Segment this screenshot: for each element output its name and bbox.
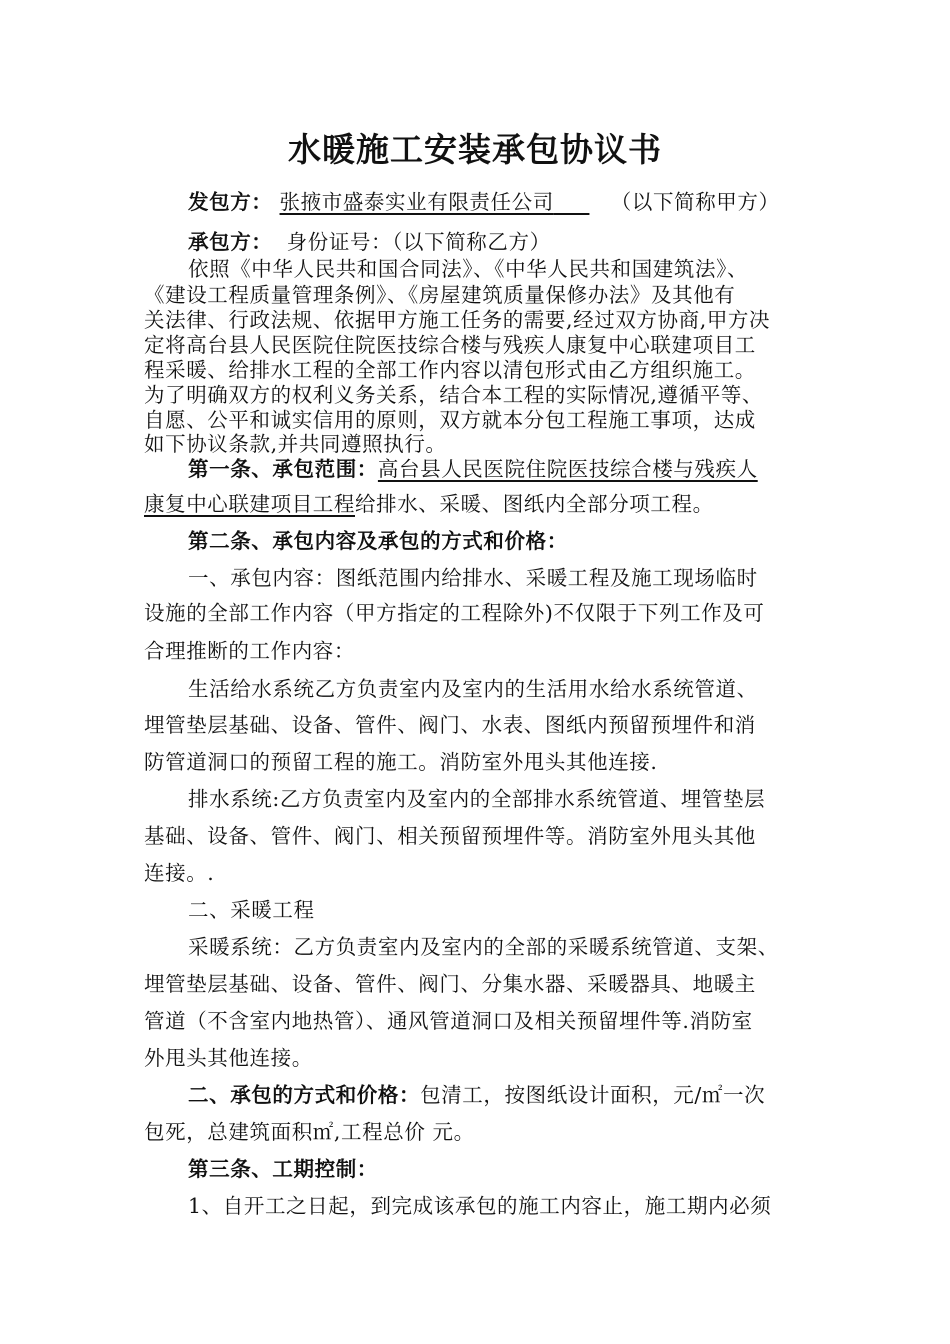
intro-line: 定将高台县人民医院住院医技综合楼与残疾人康复中心联建项目工 bbox=[144, 333, 756, 357]
fabao-label: 发包方： bbox=[188, 190, 273, 214]
article1-line bbox=[188, 457, 758, 481]
intro-line: 如下协议条款,并共同遵照执行。 bbox=[144, 432, 447, 456]
article1-project: 康复中心联建项目工程 bbox=[144, 492, 355, 516]
fabao-suffix: （以下简称甲方） bbox=[610, 190, 780, 214]
scope-line: 合理推断的工作内容： bbox=[144, 639, 355, 663]
article3-heading: 第三条、工期控制： bbox=[188, 1157, 378, 1181]
water-supply-line: 埋管垫层基础、设备、管件、阀门、水表、图纸内预留预埋件和消 bbox=[144, 713, 756, 737]
article1-heading: 第一条、承包范围： bbox=[188, 457, 378, 481]
water-supply-line: 生活给水系统乙方负责室内及室内的生活用水给水系统管道、 bbox=[188, 677, 758, 701]
article3-item: 1、自开工之日起，到完成该承包的施工内容止，施工期内必须 bbox=[188, 1194, 772, 1218]
price-text: 包清工，按图纸设计面积，元/㎡一次 bbox=[420, 1083, 766, 1107]
chengbao-line bbox=[188, 230, 551, 254]
intro-line: 为了明确双方的权利义务关系，结合本工程的实际情况,遵循平等、 bbox=[144, 383, 764, 407]
heating-line: 管道（不含室内地热管）、通风管道洞口及相关预留埋件等.消防室 bbox=[144, 1009, 753, 1033]
heating-line: 采暖系统：乙方负责室内及室内的全部的采暖系统管道、支架、 bbox=[188, 935, 779, 959]
intro-line: 《建设工程质量管理条例》、《房屋建筑质量保修办法》及其他有 bbox=[144, 283, 736, 307]
heating-heading: 二、采暖工程 bbox=[188, 898, 315, 922]
article2-heading: 第二条、承包内容及承包的方式和价格： bbox=[188, 529, 568, 553]
chengbao-rest: 身份证号：（以下简称乙方） bbox=[286, 230, 551, 254]
scope-line: 设施的全部工作内容（甲方指定的工程除外)不仅限于下列工作及可 bbox=[144, 601, 765, 625]
document-title: 水暖施工安装承包协议书 bbox=[288, 130, 662, 169]
intro-line: 关法律、行政法规、依据甲方施工任务的需要,经过双方协商,甲方决 bbox=[144, 308, 771, 332]
drainage-line: 基础、设备、管件、阀门、相关预留预埋件等。消防室外甩头其他 bbox=[144, 824, 756, 848]
heating-line: 外甩头其他连接。 bbox=[144, 1046, 313, 1070]
intro-line: 程采暖、给排水工程的全部工作内容以清包形式由乙方组织施工。 bbox=[144, 358, 756, 382]
water-supply-line: 防管道洞口的预留工程的施工。消防室外甩头其他连接. bbox=[144, 750, 658, 774]
article1-line bbox=[144, 492, 714, 516]
drainage-line: 连接。. bbox=[144, 861, 215, 885]
fabao-line bbox=[188, 190, 780, 214]
fabao-name: 张掖市盛泰实业有限责任公司 bbox=[279, 190, 554, 214]
chengbao-label: 承包方： bbox=[188, 230, 273, 254]
drainage-line: 排水系统:乙方负责室内及室内的全部排水系统管道、埋管垫层 bbox=[188, 787, 766, 811]
intro-line: 依照《中华人民共和国合同法》、《中华人民共和国建筑法》、 bbox=[188, 257, 749, 281]
price-line bbox=[188, 1083, 765, 1107]
scope-line: 一、承包内容：图纸范围内给排水、采暖工程及施工现场临时 bbox=[188, 566, 758, 590]
intro-line: 自愿、公平和诚实信用的原则，双方就本分包工程施工事项，达成 bbox=[144, 408, 756, 432]
article1-project: 高台县人民医院住院医技综合楼与残疾人 bbox=[377, 457, 758, 481]
price-line: 包死，总建筑面积㎡,工程总价 元。 bbox=[144, 1120, 475, 1144]
price-label: 二、承包的方式和价格： bbox=[188, 1083, 421, 1107]
article1-tail: 给排水、采暖、图纸内全部分项工程。 bbox=[355, 492, 714, 516]
heating-line: 埋管垫层基础、设备、管件、阀门、分集水器、采暖器具、地暖主 bbox=[144, 972, 756, 996]
